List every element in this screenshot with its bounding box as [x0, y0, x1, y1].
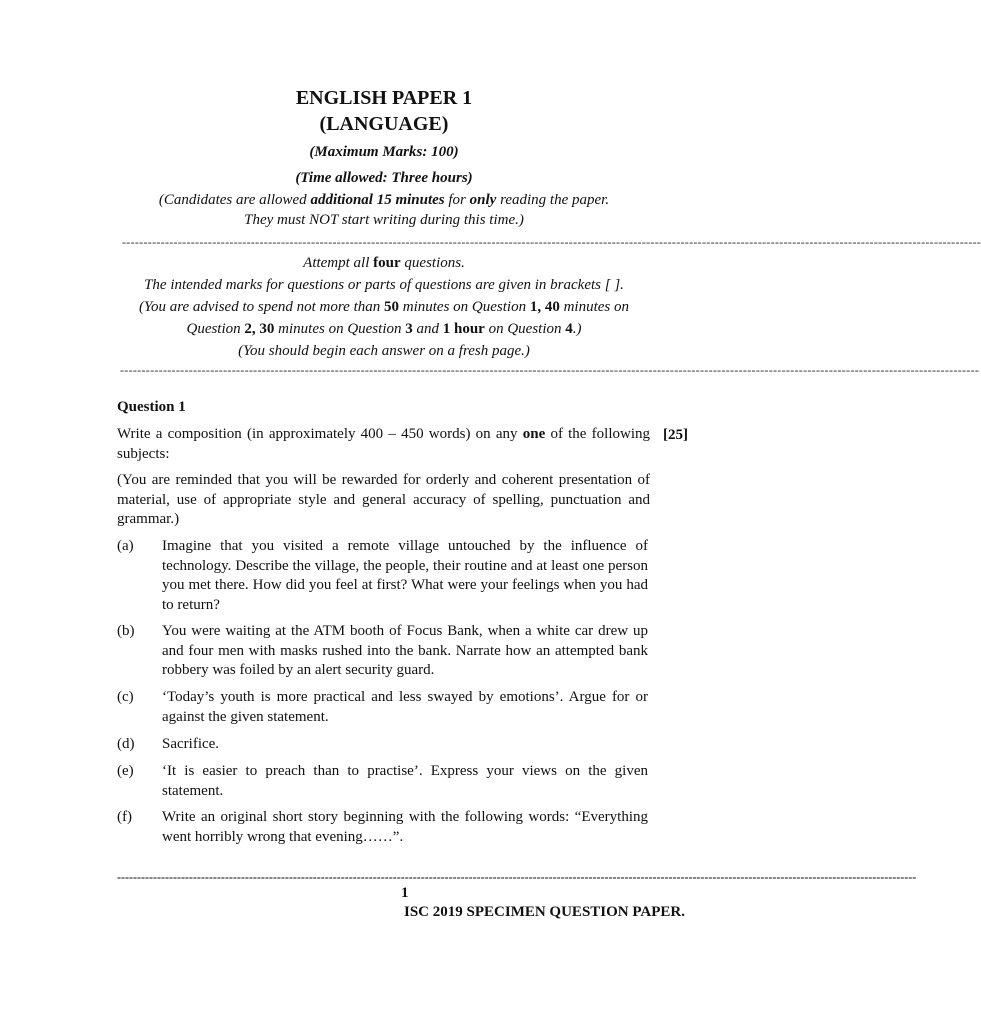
footer-paper-title: ISC 2019 SPECIMEN QUESTION PAPER. [404, 904, 686, 920]
question-reminder: (You are reminded that you will be rewarded for orderly and coherent presentation of material, use of appropriate style and general accuracy of spelling, punctuation and grammar.) [117, 472, 650, 527]
no-writing-note: They must NOT start writing during this time.) [244, 212, 524, 228]
instruction-fresh-page: (You should begin each answer on a fresh page.) [238, 343, 530, 359]
page-number: 1 [401, 885, 409, 901]
instruction-time-1: (You are advised to spend not more than 50 minutes on Question 1, 40 minutes on [139, 299, 629, 315]
option-label: (c) [117, 689, 134, 705]
divider-bottom: -------------------------------------------------------------------------------------------------------------------------------------------------------------------------------------------------------- [120, 363, 980, 377]
option-label: (b) [117, 623, 135, 639]
instruction-marks: The intended marks for questions or parts of questions are given in brackets [ ]. [144, 277, 624, 293]
paper-title: ENGLISH PAPER 1 [295, 87, 473, 109]
question-heading: Question 1 [117, 399, 186, 415]
divider-top: -------------------------------------------------------------------------------------------------------------------------------------------------------------------------------------------------------- [122, 235, 981, 249]
reading-time-note: (Candidates are allowed additional 15 minutes for only reading the paper. [158, 192, 610, 208]
time-allowed: (Time allowed: Three hours) [295, 170, 473, 186]
option-text: Sacrifice. [162, 736, 220, 752]
instruction-attempt: Attempt all four questions. [303, 255, 465, 271]
option-text: Imagine that you visited a remote village untouched by the influence of technology. Describe the village, the people, their routine and at least one person you met there. How did you feel at first? What were your feelings when you had to return? [162, 538, 648, 613]
option-label: (f) [117, 809, 132, 825]
option-text: Write an original short story beginning with the following words: “Everything went horribly wrong that evening……”. [162, 809, 648, 845]
option-label: (d) [117, 736, 135, 752]
paper-subtitle: (LANGUAGE) [319, 113, 449, 135]
footer-divider: -------------------------------------------------------------------------------------------------------------------------------------------------------------------------------------------------------- [117, 870, 917, 884]
option-label: (a) [117, 538, 134, 554]
option-text: You were waiting at the ATM booth of Focus Bank, when a white car drew up and four men with masks rushed into the bank. Narrate how an attempted bank robbery was foiled by an alert security guard. [162, 623, 648, 678]
max-marks: (Maximum Marks: 100) [309, 144, 459, 160]
option-label: (e) [117, 763, 134, 779]
question-intro: Write a composition (in approximately 400 – 450 words) on any one of the following subjects: [117, 426, 650, 462]
option-text: ‘Today’s youth is more practical and less swayed by emotions’. Argue for or against the given statement. [162, 689, 648, 725]
marks-badge: [25] [663, 427, 688, 443]
instruction-time-2: Question 2, 30 minutes on Question 3 and 1 hour on Question 4.) [186, 321, 582, 337]
option-text: ‘It is easier to preach than to practise’. Express your views on the given statement. [162, 763, 648, 799]
